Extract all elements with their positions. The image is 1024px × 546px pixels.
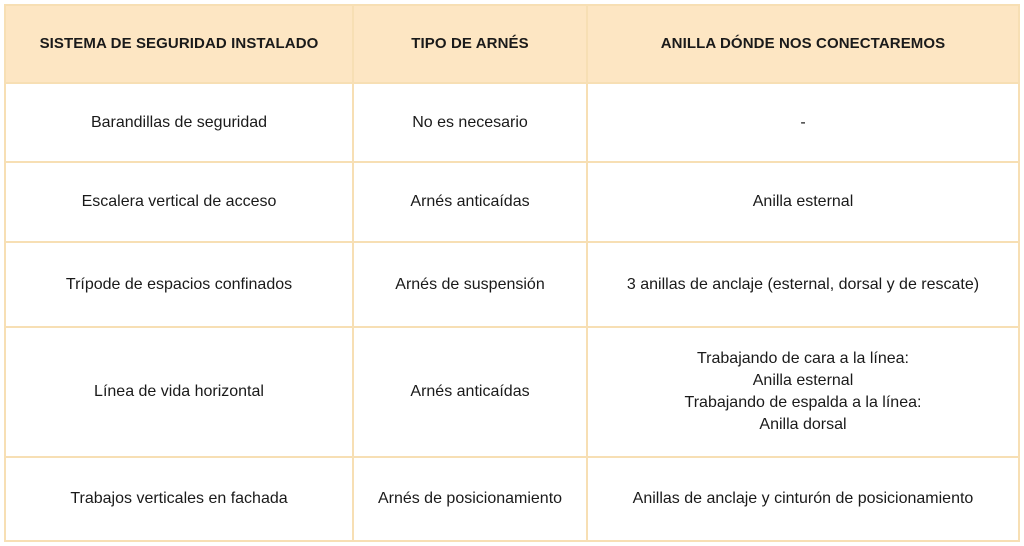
cell-anilla-line: Trabajando de cara a la línea: bbox=[697, 350, 909, 367]
harness-table bbox=[4, 4, 1020, 542]
cell-anilla-line: Anilla esternal bbox=[752, 372, 854, 389]
cell-sistema: Barandillas de seguridad bbox=[4, 84, 354, 163]
table-row bbox=[4, 458, 1020, 542]
header-anilla: ANILLA DÓNDE NOS CONECTAREMOS bbox=[588, 4, 1020, 84]
table-row bbox=[4, 328, 1020, 458]
cell-anilla bbox=[588, 328, 1020, 458]
cell-anilla bbox=[588, 243, 1020, 328]
cell-arnes: Arnés anticaídas bbox=[354, 163, 588, 243]
table-row bbox=[4, 163, 1020, 243]
cell-sistema: Línea de vida horizontal bbox=[4, 328, 354, 458]
cell-anilla-line: Anillas de anclaje y cinturón de posicionamiento bbox=[632, 490, 974, 507]
cell-anilla-line: - bbox=[800, 113, 806, 131]
cell-sistema: Escalera vertical de acceso bbox=[4, 163, 354, 243]
cell-arnes: Arnés de posicionamiento bbox=[354, 458, 588, 542]
cell-arnes: Arnés de suspensión bbox=[354, 243, 588, 328]
cell-anilla-line: 3 anillas de anclaje (esternal, dorsal y de rescate) bbox=[626, 275, 980, 293]
cell-anilla-line: Anilla esternal bbox=[752, 193, 854, 210]
cell-anilla bbox=[588, 163, 1020, 243]
cell-anilla bbox=[588, 458, 1020, 542]
table-header bbox=[4, 4, 1020, 84]
cell-arnes: Arnés anticaídas bbox=[354, 328, 588, 458]
cell-sistema: Trípode de espacios confinados bbox=[4, 243, 354, 328]
table-row bbox=[4, 84, 1020, 163]
table-body bbox=[4, 84, 1020, 542]
cell-anilla-line: Anilla dorsal bbox=[759, 416, 847, 433]
header-tipo-arnes: TIPO DE ARNÉS bbox=[354, 4, 588, 84]
header-row bbox=[4, 4, 1020, 84]
header-sistema: SISTEMA DE SEGURIDAD INSTALADO bbox=[4, 4, 354, 84]
cell-anilla-line: Trabajando de espalda a la línea: bbox=[684, 394, 922, 411]
harness-table-container bbox=[4, 4, 1020, 542]
table-row bbox=[4, 243, 1020, 328]
cell-sistema: Trabajos verticales en fachada bbox=[4, 458, 354, 542]
cell-arnes: No es necesario bbox=[354, 84, 588, 163]
cell-anilla bbox=[588, 84, 1020, 163]
